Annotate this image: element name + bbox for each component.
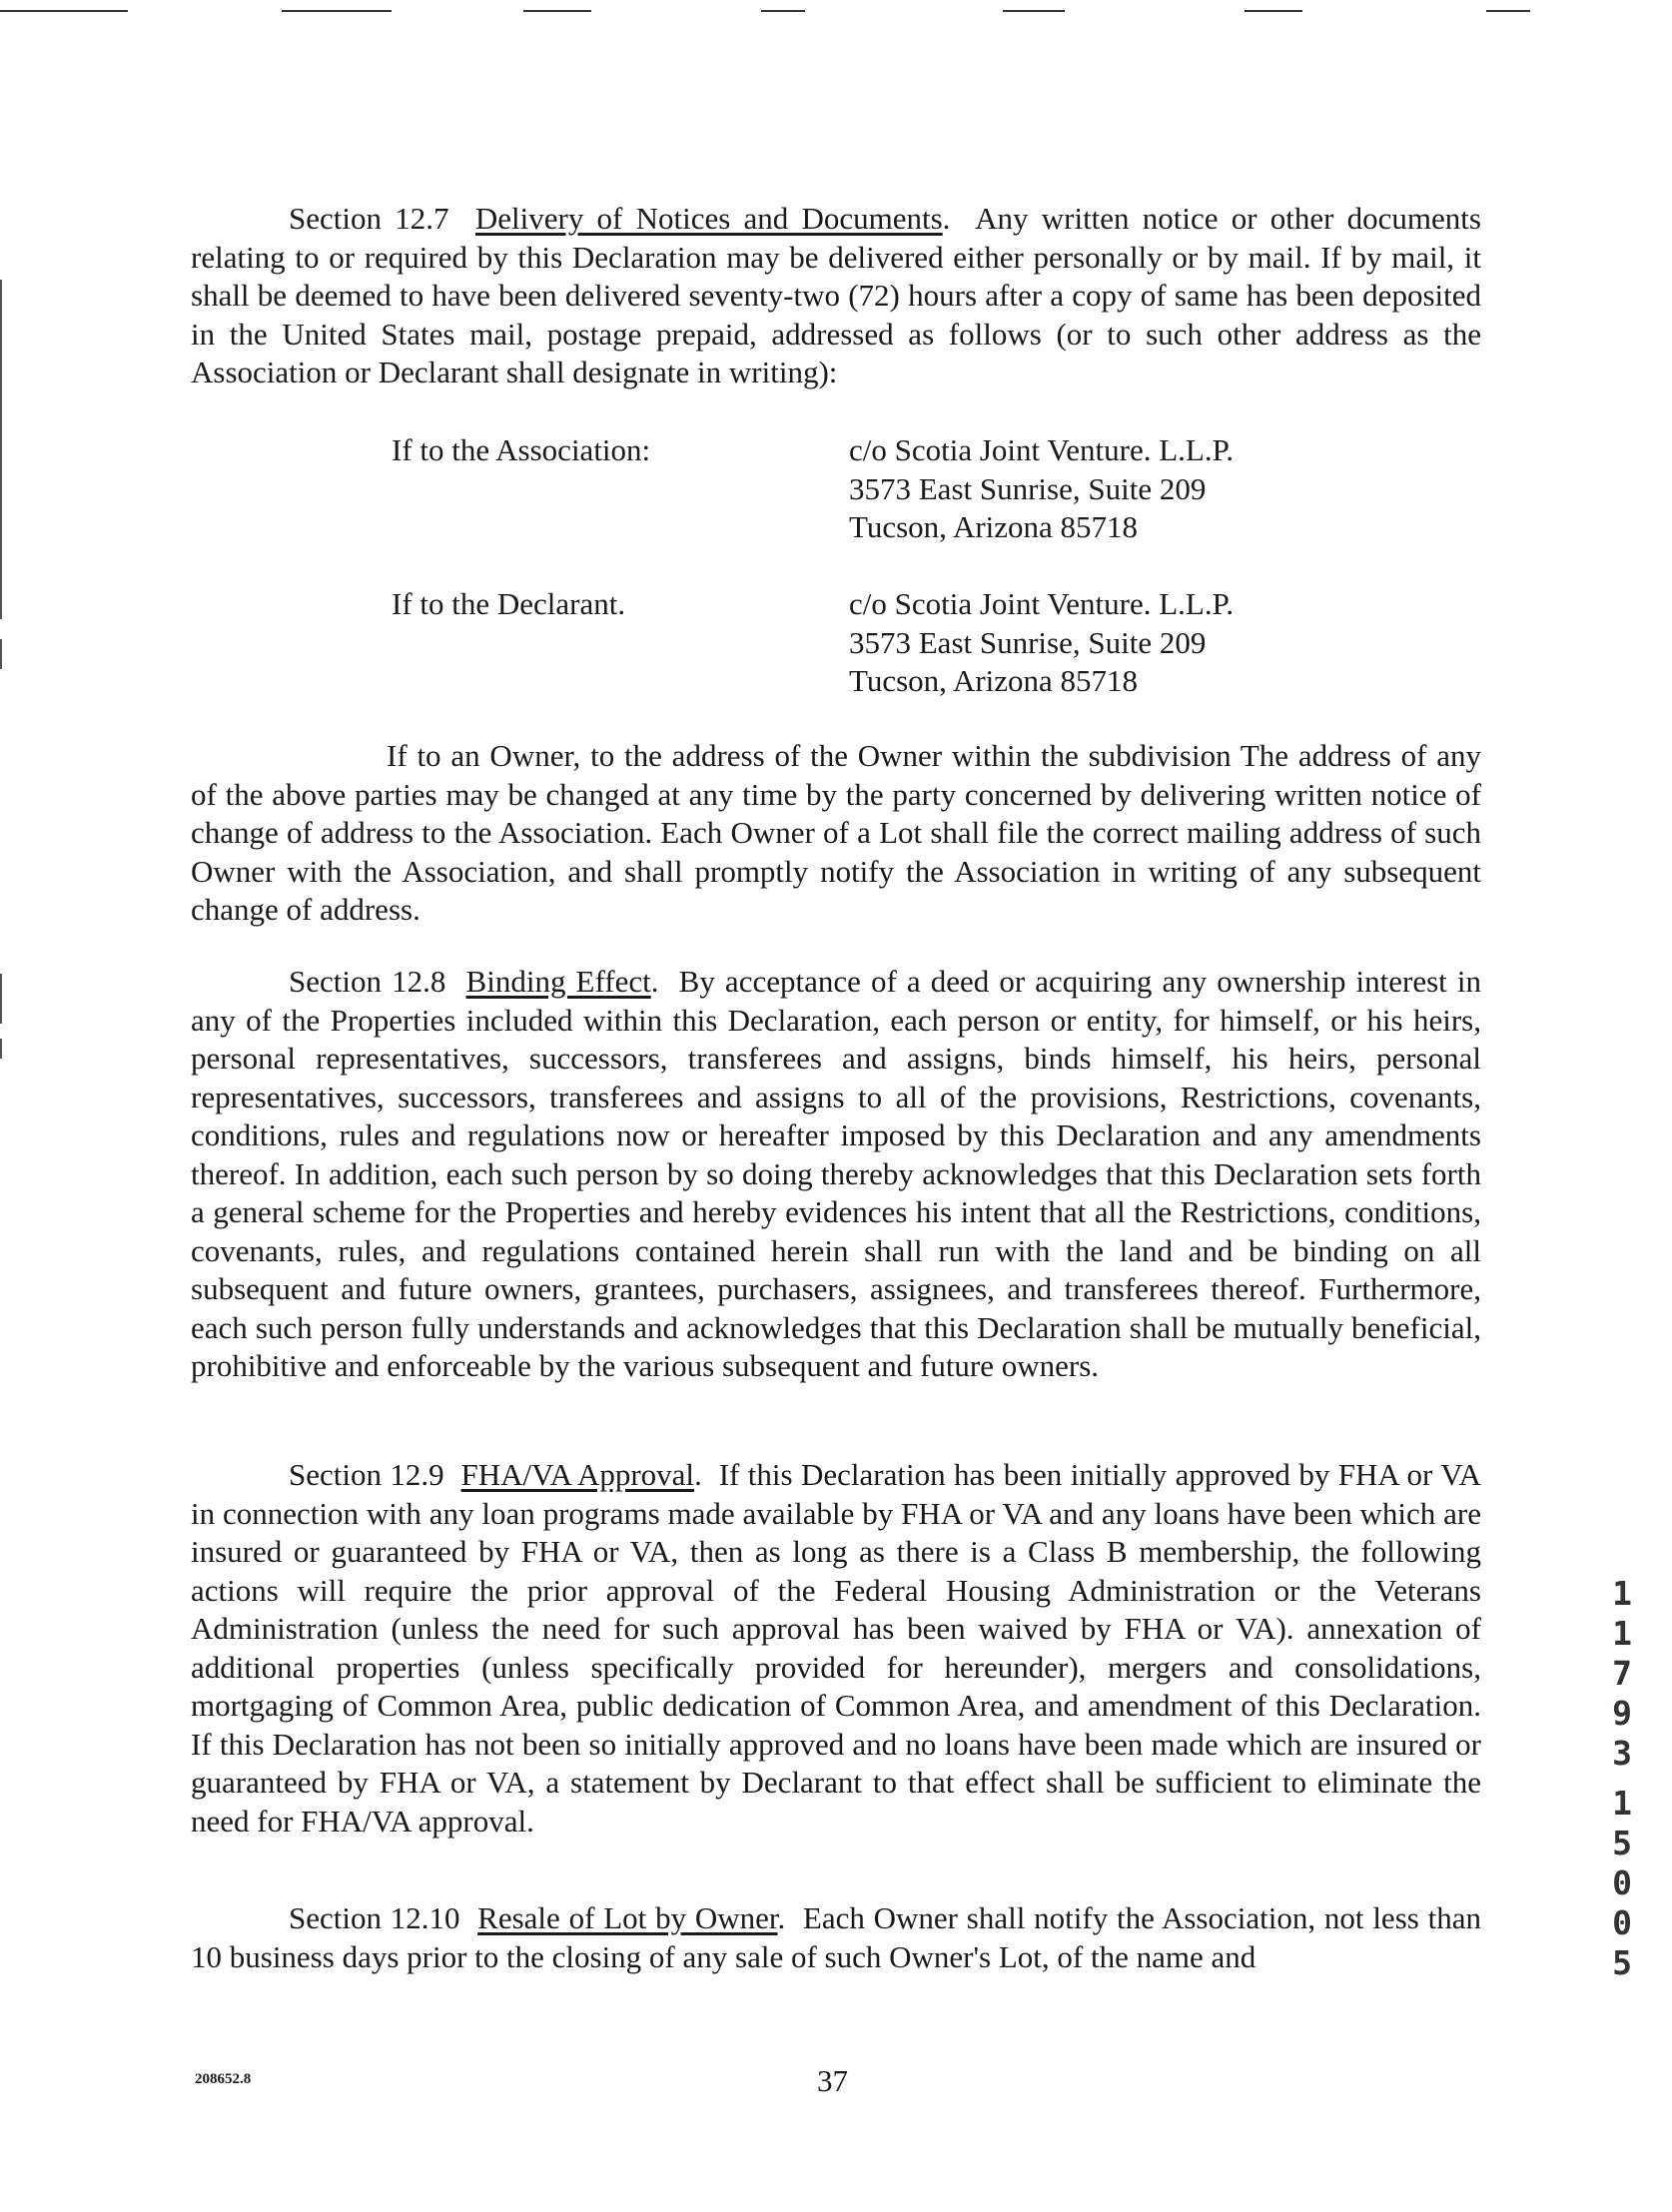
scan-artifact-line xyxy=(0,10,128,12)
address-label: If to the Declarant. xyxy=(392,586,626,621)
address-label: If to the Association: xyxy=(392,432,651,467)
stamp-digit: 5 xyxy=(1612,1824,1632,1862)
section-body: Any written notice or other documents relating to or required by this Declaration may be delivered either personally or by mail. If by mail, it shall be deemed to have been delivered seventy-two (72) hours after a copy of same has been deposited in the United States mail, postage prepaid, addressed as follows (or to such other address as the Association or Declarant shall designate in writing): xyxy=(191,201,1481,389)
stamp-digit: 9 xyxy=(1612,1694,1632,1733)
section-body: By acceptance of a deed or acquiring any ownership interest in any of the Properties included within this Declaration, each person or entity, for himself, or his heirs, personal representatives, successors, transferees and assigns, binds himself, his heirs, personal representatives, successors, transferees and assigns to all of the provisions, Restrictions, covenants, conditions, rules and regulations now or hereafter imposed by this Declaration and any amendments thereof. In addition, each such person by so doing thereby acknowledges that this Declaration sets forth a general scheme for the Properties and hereby evidences his intent that all the Restrictions, conditions, covenants, rules, and regulations contained herein shall run with the land and be binding on all subsequent and future owners, grantees, purchasers, assignees, and transferees thereof. Furthermore, each such person fully understands and acknowledges that this Declaration shall be mutually beneficial, prohibitive and enforceable by the various subsequent and future owners. xyxy=(191,964,1482,1383)
section-12-8 xyxy=(191,963,1481,1386)
address-line: c/o Scotia Joint Venture. L.L.P. xyxy=(849,586,1235,621)
section-body: Each Owner shall notify the Association, not less than 10 business days prior to the closing of any sale of such Owner's Lot, of the name and xyxy=(191,1900,1481,1974)
section-title: Resale of Lot by Owner xyxy=(477,1900,778,1935)
scan-artifact-line xyxy=(282,10,392,12)
section-title: FHA/VA Approval xyxy=(460,1457,695,1492)
section-paragraph: Section 12.8 Binding Effect. By acceptance of a deed or acquiring any ownership interest in any of the Properties included within this Declaration, each person or entity, for himself, or his heirs, personal representatives, successors, transferees and assigns, binds himself, his heirs, personal representatives, successors, transferees and assigns to all of the provisions, Restrictions, covenants, conditions, rules and regulations now or hereafter imposed by this Declaration and any amendments thereof. In addition, each such person by so doing thereby acknowledges that this Declaration sets forth a general scheme for the Properties and hereby evidences his intent that all the Restrictions, conditions, covenants, rules, and regulations contained herein shall run with the land and be binding on all subsequent and future owners, grantees, purchasers, assignees, and transferees thereof. Furthermore, each such person fully understands and acknowledges that this Declaration shall be mutually beneficial, prohibitive and enforceable by the various subsequent and future owners. xyxy=(191,964,1482,1383)
section-paragraph: Section 12.7 Delivery of Notices and Documents. Any written notice or other documents relating to or required by this Declaration may be delivered either personally or by mail. If by mail, it shall be deemed to have been delivered seventy-two (72) hours after a copy of same has been deposited in the United States mail, postage prepaid, addressed as follows (or to such other address as the Association or Declarant shall designate in writing): xyxy=(191,201,1481,389)
stamp-digit: 1 xyxy=(1612,1784,1632,1823)
stamp-digit: 0 xyxy=(1612,1863,1632,1902)
section-paragraph: Section 12.9 FHA/VA Approval. If this Declaration has been initially approved by FHA or VA in connection with any loan programs made available by FHA or VA and any loans have been which are insured or guaranteed by FHA or VA, then as long as there is a Class B membership, the following actions will require the prior approval of the Federal Housing Administration or the Veterans Administration (unless the need for such approval has been waived by FHA or VA). annexation of additional properties (unless specifically provided for hereunder), mergers and consolidations, mortgaging of Common Area, public dedication of Common Area, and amendment of this Declaration. If this Declaration has not been so initially approved and no loans have been made which are insured or guaranteed by FHA or VA, a statement by Declarant to that effect shall be sufficient to eliminate the need for FHA/VA approval. xyxy=(191,1457,1482,1839)
section-heading: Section 12.8 xyxy=(289,964,446,999)
address-line: 3573 East Sunrise, Suite 209 xyxy=(849,470,1207,506)
section-title: Delivery of Notices and Documents xyxy=(474,201,943,236)
scan-margin-mark xyxy=(0,1039,2,1059)
stamp-digit: 7 xyxy=(1612,1654,1632,1693)
section-heading: Section 12.9 xyxy=(289,1457,444,1492)
address-lines xyxy=(849,585,1448,701)
section-heading: Section 12.7 xyxy=(289,201,449,236)
section-12-7 xyxy=(191,200,1481,392)
section-title: Binding Effect xyxy=(465,964,651,999)
scan-artifact-line xyxy=(1003,10,1065,12)
scan-margin-mark xyxy=(0,280,2,619)
owner-address-paragraph xyxy=(191,737,1481,930)
section-paragraph xyxy=(191,737,1481,930)
page-number: 37 xyxy=(817,2063,848,2098)
section-heading: Section 12.10 xyxy=(289,1900,460,1935)
recording-stamp-group-1 xyxy=(1602,1574,1642,1774)
stamp-digit: 0 xyxy=(1612,1903,1632,1942)
stamp-digit: 5 xyxy=(1612,1943,1632,1982)
section-paragraph: Section 12.10 Resale of Lot by Owner. Each Owner shall notify the Association, not less than 10 business days prior to the closing of any sale of such Owner's Lot, of the name and xyxy=(191,1900,1481,1974)
scan-artifact-line xyxy=(1486,10,1530,12)
scan-artifact-line xyxy=(523,10,591,12)
scan-margin-mark xyxy=(0,639,2,669)
scan-margin-mark xyxy=(0,974,2,1024)
address-line: Tucson, Arizona 85718 xyxy=(849,663,1139,698)
stamp-digit: 1 xyxy=(1612,1614,1632,1653)
document-code: 208652.8 xyxy=(195,2071,252,2087)
address-line: c/o Scotia Joint Venture. L.L.P. xyxy=(849,432,1235,467)
section-12-10 xyxy=(191,1899,1481,1976)
scan-artifact-line xyxy=(761,10,805,12)
address-line: Tucson, Arizona 85718 xyxy=(849,509,1139,544)
address-lines xyxy=(849,431,1448,547)
recording-stamp-group-2 xyxy=(1602,1784,1642,1983)
stamp-digit: 1 xyxy=(1612,1574,1632,1613)
scan-artifact-line xyxy=(1245,10,1302,12)
section-body: If to an Owner, to the address of the Owner within the subdivision The address of any of the above parties may be changed at any time by the party concerned by delivering written notice of change of address to the Association. Each Owner of a Lot shall file the correct mailing address of such Owner with the Association, and shall promptly notify the Association in writing of any subsequent change of address. xyxy=(191,738,1481,927)
section-body: If this Declaration has been initially approved by FHA or VA in connection with any loan programs made available by FHA or VA and any loans have been which are insured or guaranteed by FHA or VA, then as long as there is a Class B membership, the following actions will require the prior approval of the Federal Housing Administration or the Veterans Administration (unless the need for such approval has been waived by FHA or VA). annexation of additional properties (unless specifically provided for hereunder), mergers and consolidations, mortgaging of Common Area, public dedication of Common Area, and amendment of this Declaration. If this Declaration has not been so initially approved and no loans have been made which are insured or guaranteed by FHA or VA, a statement by Declarant to that effect shall be sufficient to eliminate the need for FHA/VA approval. xyxy=(191,1457,1482,1839)
section-12-9 xyxy=(191,1456,1481,1841)
address-line: 3573 East Sunrise, Suite 209 xyxy=(849,624,1207,660)
stamp-digit: 3 xyxy=(1612,1734,1632,1773)
